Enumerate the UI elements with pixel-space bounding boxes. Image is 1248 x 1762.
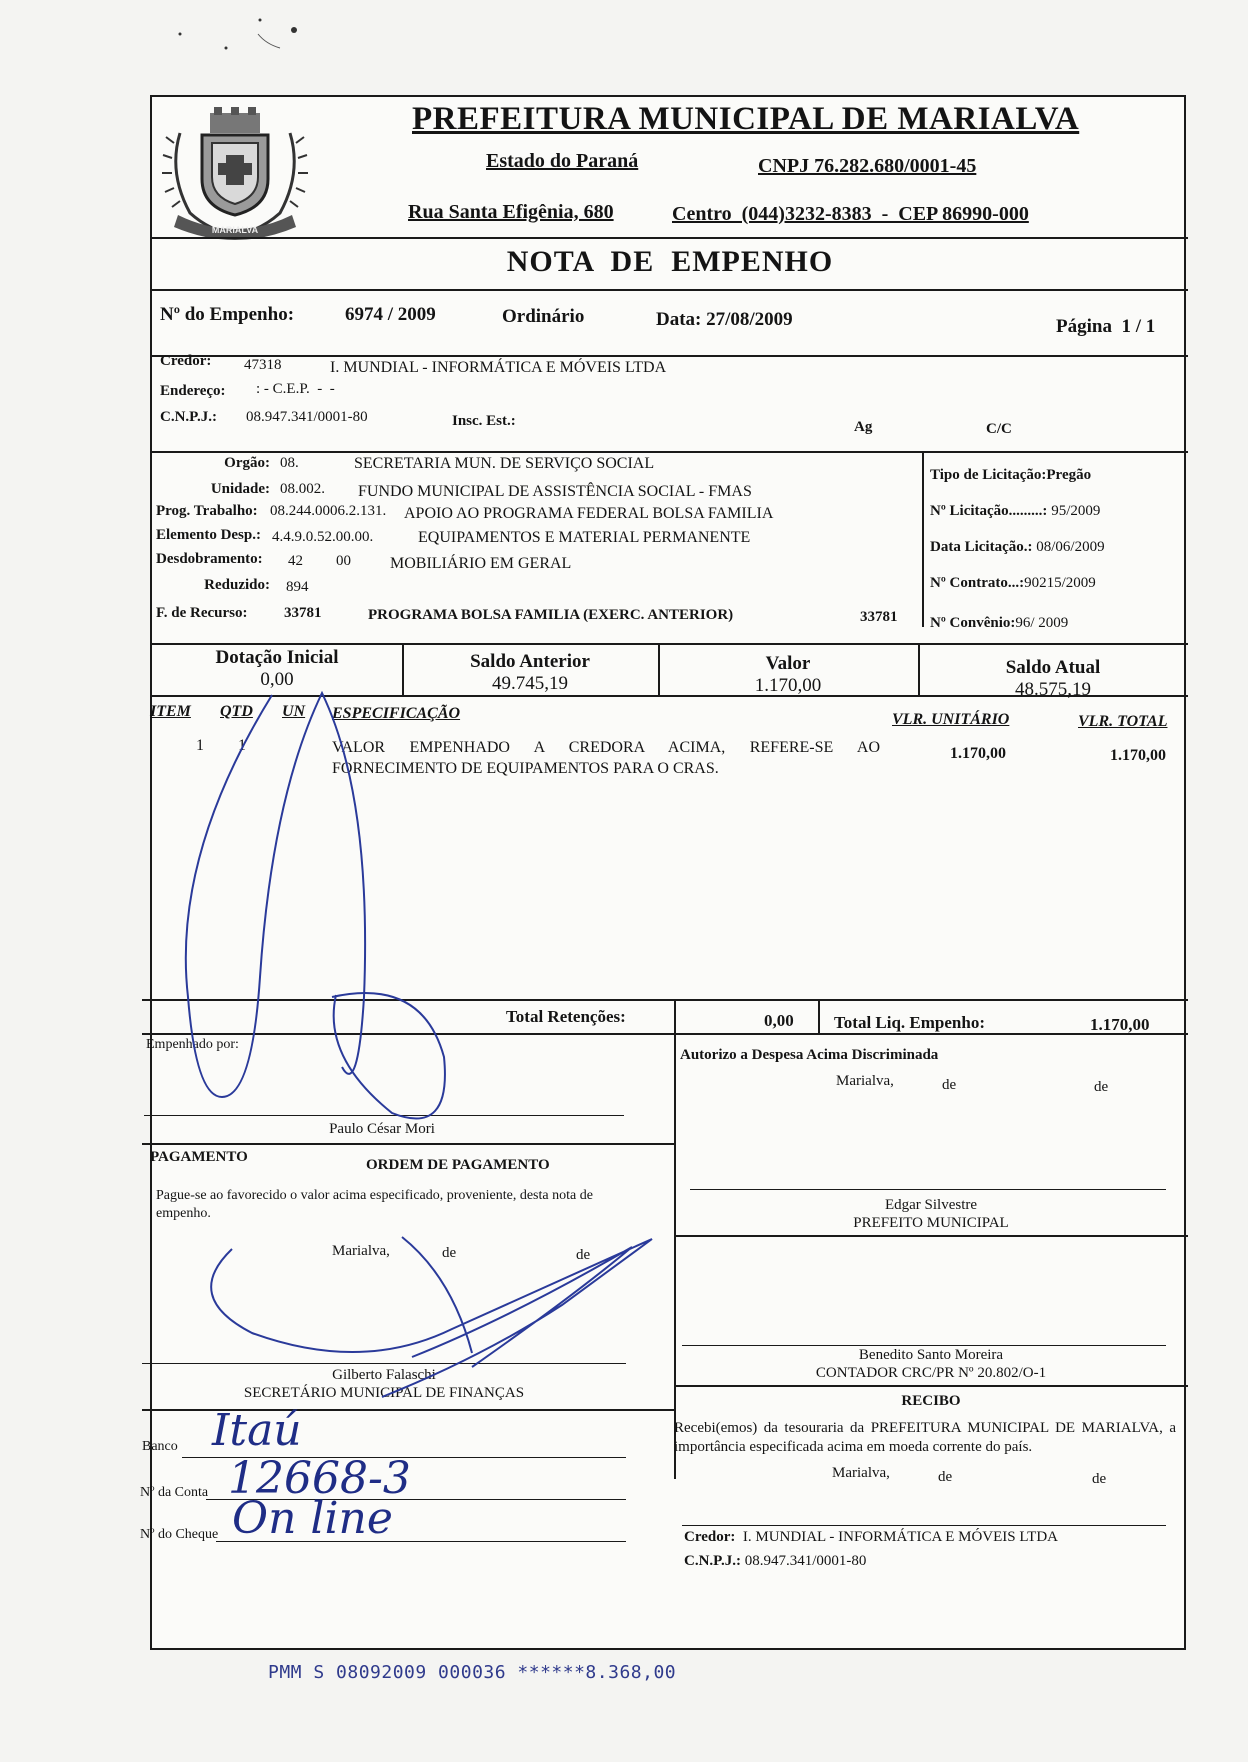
banco-label: Banco xyxy=(142,1439,178,1454)
desdobramento-value-2: 00 xyxy=(336,553,351,569)
contrato-value: 90215/2009 xyxy=(1024,575,1096,591)
credor-code: 47318 xyxy=(244,357,282,373)
reduzido-value: 894 xyxy=(286,579,309,595)
elemento-label: Elemento Desp.: xyxy=(156,527,261,543)
header-street: Rua Santa Efigênia, 680 xyxy=(408,201,614,223)
convenio-label: Nº Convênio: xyxy=(930,615,1016,631)
empenho-type: Ordinário xyxy=(502,306,585,327)
desdobramento-value: 42 xyxy=(288,553,303,569)
document-title: NOTA DE EMPENHO xyxy=(506,245,834,278)
autorizo-de-1: de xyxy=(942,1077,957,1093)
recibo-de-2: de xyxy=(1092,1471,1107,1487)
nota-de-empenho-form xyxy=(140,95,1186,1650)
licitacao-number-label: Nº Licitação.........: xyxy=(930,503,1048,519)
empenhado-por-label: Empenhado por: xyxy=(146,1037,239,1052)
col-un: UN xyxy=(282,703,306,720)
orgao-desc: SECRETARIA MUN. DE SERVIÇO SOCIAL xyxy=(354,455,655,472)
licitacao-number-value: 95/2009 xyxy=(1051,503,1101,519)
account-label: C/C xyxy=(986,421,1012,437)
pagamento-city: Marialva, xyxy=(332,1243,390,1259)
fonte-recurso-code: 33781 xyxy=(860,609,898,625)
total-retencoes-value: 0,00 xyxy=(764,1011,794,1030)
item-row-unit-value: 1.170,00 xyxy=(950,745,1006,762)
saldo-atual-label: Saldo Atual xyxy=(1005,657,1101,678)
elemento-desc: EQUIPAMENTOS E MATERIAL PERMANENTE xyxy=(418,529,751,546)
address-value: : - C.E.P. - - xyxy=(256,381,335,397)
contrato-label: Nº Contrato...: xyxy=(930,575,1025,591)
stray-marks xyxy=(170,14,330,69)
signature-empenhado xyxy=(186,693,365,1097)
header-title: PREFEITURA MUNICIPAL DE MARIALVA xyxy=(412,101,1080,137)
autorizo-de-2: de xyxy=(1094,1079,1109,1095)
valor-label: Valor xyxy=(765,653,811,674)
credor-label: Credor: xyxy=(160,353,212,369)
valor-value: 1.170,00 xyxy=(754,675,822,696)
address-label: Endereço: xyxy=(160,383,226,399)
prog-trabalho-label: Prog. Trabalho: xyxy=(156,503,258,519)
signature-secretario xyxy=(211,1237,652,1397)
cheque-label: Nº do Cheque xyxy=(140,1527,219,1542)
col-item: ITEM xyxy=(150,703,191,720)
unidade-desc: FUNDO MUNICIPAL DE ASSISTÊNCIA SOCIAL - FMAS xyxy=(358,483,752,500)
recibo-cnpj-label: C.N.P.J.: xyxy=(684,1553,741,1569)
item-row-number: 1 xyxy=(196,737,204,754)
pagamento-de-2: de xyxy=(576,1247,591,1263)
total-retencoes-label: Total Retenções: xyxy=(506,1007,626,1026)
signature-strokes xyxy=(152,97,1188,1652)
item-row-total-value: 1.170,00 xyxy=(1110,747,1166,764)
insc-est-label: Insc. Est.: xyxy=(452,413,516,429)
autorizo-label: Autorizo a Despesa Acima Discriminada xyxy=(680,1047,939,1063)
recibo-title: RECIBO xyxy=(901,1393,961,1409)
cnpj-label: C.N.P.J.: xyxy=(160,409,217,425)
recibo-cnpj-value: 08.947.341/0001-80 xyxy=(744,1553,867,1569)
unidade-label: Unidade: xyxy=(210,481,270,497)
total-liquido-label: Total Liq. Empenho: xyxy=(834,1013,985,1032)
pagamento-label: PAGAMENTO xyxy=(150,1149,248,1165)
agency-label: Ag xyxy=(854,419,873,435)
cnpj-value: 08.947.341/0001-80 xyxy=(246,409,368,425)
recibo-city: Marialva, xyxy=(832,1465,890,1481)
saldo-atual-value: 48.575,19 xyxy=(1015,679,1091,700)
handwritten-cheque: On line xyxy=(232,1493,393,1544)
recibo-text: Recebi(emos) da tesouraria da PREFEITURA MUNICIPAL DE MARIALVA, a importância especificada acima em moeda corrente do país. xyxy=(674,1420,1176,1455)
recibo-de-1: de xyxy=(938,1469,953,1485)
unidade-value: 08.002. xyxy=(280,481,325,497)
desdobramento-desc: MOBILIÁRIO EM GERAL xyxy=(390,555,572,572)
handwritten-account: 12668-3 xyxy=(228,1453,411,1504)
licitacao-date-label: Data Licitação.: xyxy=(930,539,1033,555)
conta-label: Nº da Conta xyxy=(140,1485,209,1500)
credor-name: I. MUNDIAL - INFORMÁTICA E MÓVEIS LTDA xyxy=(330,359,667,376)
secretario-name: Gilberto Falaschi xyxy=(332,1367,436,1383)
saldo-anterior-label: Saldo Anterior xyxy=(470,651,590,672)
item-row-description: VALOR EMPENHADO A CREDORA ACIMA, REFERE-SE AO FORNECIMENTO DE EQUIPAMENTOS PARA O CRAS. xyxy=(332,739,880,777)
dotacao-inicial-label: Dotação Inicial xyxy=(215,647,339,668)
prog-trabalho-desc: APOIO AO PROGRAMA FEDERAL BOLSA FAMILIA xyxy=(404,505,774,522)
recibo-credor-value: I. MUNDIAL - INFORMÁTICA E MÓVEIS LTDA xyxy=(742,1529,1059,1545)
convenio-value: 96/ 2009 xyxy=(1015,615,1069,631)
elemento-value: 4.4.9.0.52.00.00. xyxy=(272,529,374,545)
header-state: Estado do Paraná xyxy=(486,150,639,172)
handwritten-bank: Itaú xyxy=(212,1405,302,1456)
header-cnpj: CNPJ 76.282.680/0001-45 xyxy=(758,155,977,177)
fonte-recurso-label: F. de Recurso: xyxy=(156,605,248,621)
bank-stamp: PMM S 08092009 000036 ******8.368,00 xyxy=(268,1662,677,1683)
signature-empenhado-loop xyxy=(332,993,445,1119)
total-liquido-value: 1.170,00 xyxy=(1090,1015,1150,1034)
item-row-qty: 1 xyxy=(238,737,246,754)
fonte-recurso-desc: PROGRAMA BOLSA FAMILIA (EXERC. ANTERIOR) xyxy=(368,607,734,623)
ordem-pagamento-label: ORDEM DE PAGAMENTO xyxy=(366,1157,550,1173)
desdobramento-label: Desdobramento: xyxy=(156,551,263,567)
svg-text:MARIALVA: MARIALVA xyxy=(211,225,259,235)
empenho-number-label: Nº do Empenho: xyxy=(160,304,295,325)
contador-title: CONTADOR CRC/PR Nº 20.802/O-1 xyxy=(815,1365,1047,1381)
col-vlr-unitario: VLR. UNITÁRIO xyxy=(892,711,1010,728)
licitacao-date-value: 08/06/2009 xyxy=(1036,539,1105,555)
reduzido-label: Reduzido: xyxy=(204,577,270,593)
empenho-number: 6974 / 2009 xyxy=(345,304,436,325)
prog-trabalho-value: 08.244.0006.2.131. xyxy=(270,503,387,519)
prefeito-name: Edgar Silvestre xyxy=(884,1197,978,1213)
autorizo-city: Marialva, xyxy=(836,1073,894,1089)
saldo-anterior-value: 49.745,19 xyxy=(492,673,568,694)
header-address-phone-cep: Centro (044)3232-8383 - CEP 86990-000 xyxy=(672,203,1029,225)
recibo-credor-label: Credor: xyxy=(684,1529,736,1545)
orgao-value: 08. xyxy=(280,455,299,471)
col-vlr-total: VLR. TOTAL xyxy=(1078,713,1168,730)
secretario-title: SECRETÁRIO MUNICIPAL DE FINANÇAS xyxy=(243,1385,525,1401)
prefeito-title: PREFEITO MUNICIPAL xyxy=(853,1215,1009,1231)
col-especificacao: ESPECIFICAÇÃO xyxy=(332,705,461,722)
page-number: Página 1 / 1 xyxy=(1056,316,1156,337)
dotacao-inicial-value: 0,00 xyxy=(260,669,294,690)
col-qtd: QTD xyxy=(220,703,253,720)
empenho-date: Data: 27/08/2009 xyxy=(656,309,793,330)
pagamento-text: Pague-se ao favorecido o valor acima especificado, proveniente, desta nota de empenho. xyxy=(156,1188,593,1221)
empenhado-por-name: Paulo César Mori xyxy=(329,1121,435,1137)
licitacao-type: Tipo de Licitação:Pregão xyxy=(930,467,1092,483)
pagamento-de-1: de xyxy=(442,1245,457,1261)
orgao-label: Orgão: xyxy=(224,455,270,471)
fonte-recurso-value: 33781 xyxy=(284,605,322,621)
contador-name: Benedito Santo Moreira xyxy=(858,1347,1004,1363)
